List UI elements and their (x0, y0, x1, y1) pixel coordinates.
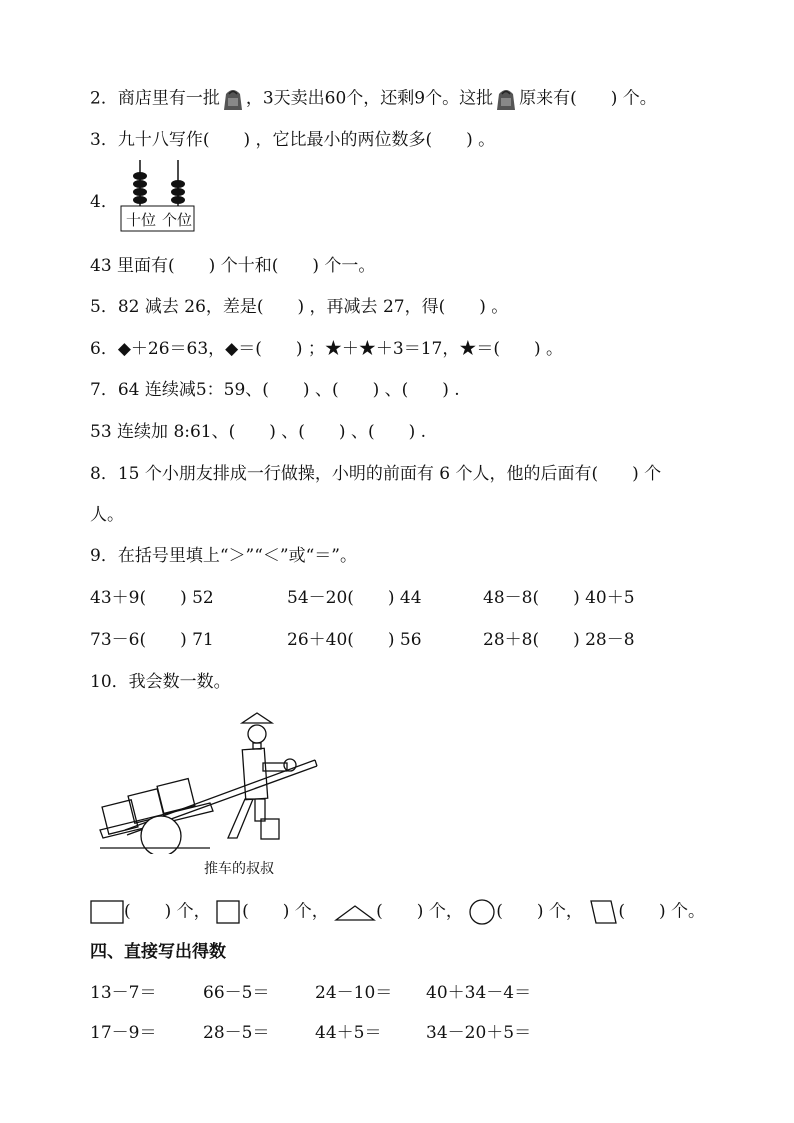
square-shape (216, 900, 242, 924)
question-8-line-1: 8．15 个小朋友排成一行做操，小明的前面有 6 个人，他的后面有( ) 个 (90, 464, 662, 484)
question-6: 6．◆＋26＝63，◆＝( ) ；★＋★＋3＝17，★＝( ) 。 (90, 339, 564, 359)
calc-item: 13－7＝ (90, 983, 157, 1003)
compare-item: 73－6( ) 71 (90, 630, 214, 650)
calc-item: 24－10＝ (315, 983, 393, 1003)
compare-item: 43＋9( ) 52 (90, 588, 214, 608)
question-4-number: 4． (90, 192, 118, 212)
tens-label: 十位 (126, 211, 157, 229)
cart-pusher-figure (95, 708, 325, 854)
shape-count-row: ( ) 个， ( ) 个， ( ) 个， ( ) 个， ( ) 个。 (90, 898, 705, 926)
question-4-text: 43 里面有( ) 个十和( ) 个一。 (90, 256, 376, 276)
question-3: 3．九十八写作( ) ，它比最小的两位数多( ) 。 (90, 130, 496, 150)
compare-item: 26＋40( ) 56 (287, 630, 422, 650)
compare-item: 54－20( ) 44 (287, 588, 422, 608)
question-7-line-1: 7．64 连续减5：59、( ) 、( ) 、( ) . (90, 380, 460, 400)
calc-item: 66－5＝ (203, 983, 270, 1003)
circle-shape (468, 898, 496, 926)
question-10-title: 10．我会数一数。 (90, 672, 231, 692)
compare-item: 28＋8( ) 28－8 (483, 630, 635, 650)
question-5: 5．82 减去 26，差是( ) ，再减去 27，得( ) 。 (90, 297, 509, 317)
question-8-line-2: 人。 (90, 505, 124, 525)
question-2: 2．商店里有一批 ，3天卖出60个，还剩9个。这批 原来有( ) 个。 (90, 86, 657, 112)
backpack-icon (493, 86, 519, 112)
triangle-shape (334, 902, 376, 922)
calc-item: 34－20＋5＝ (426, 1023, 532, 1043)
parallelogram-shape (588, 899, 618, 925)
compare-item: 48－8( ) 40＋5 (483, 588, 635, 608)
question-7-line-2: 53 连续加 8:61、( ) 、( ) 、( ) . (90, 422, 427, 442)
section-4-title: 四、直接写出得数 (90, 942, 226, 962)
calc-item: 44＋5＝ (315, 1023, 382, 1043)
question-9-title: 9．在括号里填上“＞”“＜”或“＝”。 (90, 546, 357, 566)
calc-item: 28－5＝ (203, 1023, 270, 1043)
calc-item: 17－9＝ (90, 1023, 157, 1043)
backpack-icon (220, 86, 246, 112)
ones-label: 个位 (162, 211, 193, 229)
calc-item: 40＋34－4＝ (426, 983, 532, 1003)
rectangle-shape (90, 900, 124, 924)
figure-caption: 推车的叔叔 (204, 861, 274, 877)
